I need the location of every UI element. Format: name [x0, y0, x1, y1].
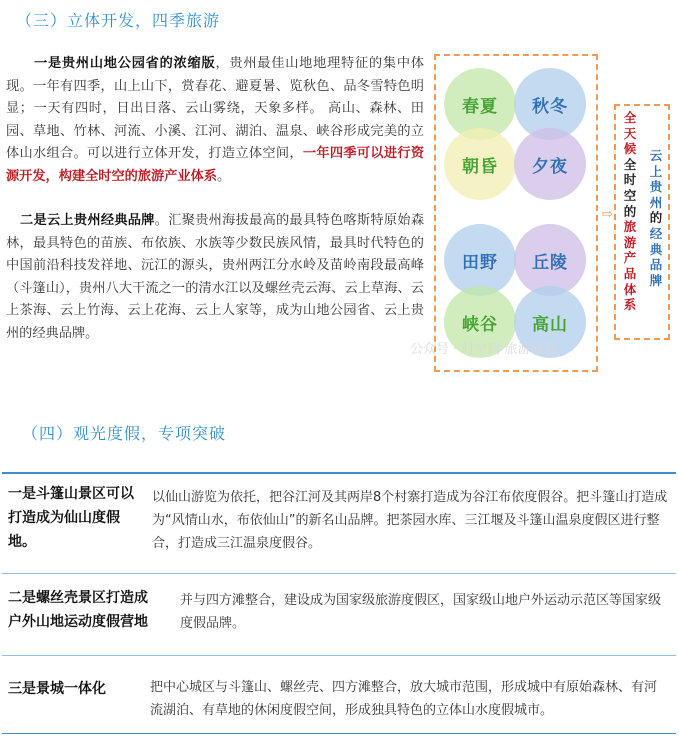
- watermark: 公众号 · 时空间 旅游研究: [410, 342, 557, 357]
- paragraph-1-text: ，贵州最佳山地地理特征的集中体现。一年有四季，山上山下，赏春花、避夏暑、览秋色、品冬雪特色明显；一天有四时，日出日落、云山雾绕，天象多样。 高山、森林、田园、草地、竹林、河流、小溪、江河、湖泊、温泉、峡谷形成完美的立体山水组合。可以进行立体开发，打造立体空间，: [6, 56, 425, 161]
- label-cloud-guizhou: 云上贵州: [649, 148, 663, 210]
- time-space-diagram: [434, 54, 598, 372]
- circle-fields: 田野: [444, 224, 516, 296]
- arrow-right-icon: ⇨: [602, 207, 613, 222]
- paragraph-2-text: 。汇聚贵州海拔最高的最具特色喀斯特原始森林，最具特色的苗族、布依族、水族等少数民族风情，最具时代特色的中国前沿科技发祥地、沅江的源头，贵州两江分水岭及苗岭南段最高峰（斗篷山），贵州八大干流之一的清水江以及螺丝壳云海、云上草海、云上茶海、云上竹海、云上花海、云上人家等，成为山地公园省、云上贵州的经典品牌。: [6, 213, 425, 341]
- label-of-right: 的: [649, 210, 663, 226]
- summary-left-column: [622, 110, 638, 313]
- table-bottom-rule: [2, 733, 676, 734]
- paragraph-2: [6, 210, 424, 345]
- table-row-1-head: 一是斗篷山景区可以打造成为仙山度假地。: [8, 486, 134, 550]
- label-all-time-space: 全时空: [623, 156, 637, 203]
- paragraph-1-lead: 一是贵州山地公园省的浓缩版: [34, 56, 216, 71]
- label-all-weather: 全天候: [623, 110, 637, 157]
- circle-dusk-night: 夕夜: [514, 128, 586, 200]
- paragraph-2-lead: 二是云上贵州经典品牌: [20, 213, 155, 228]
- table-divider-2: [2, 655, 676, 656]
- paragraph-1-highlight: 一年四季可以进行资源开发，构建全时空的旅游产业体系: [6, 146, 425, 184]
- table-row-1-body: 以仙山游览为依托，把谷江河及其两岸8个村寨打造成为谷江布依度假谷。把斗篷山打造成为“风情山水，布依仙山”的新名山品牌。把茶园水库、三江堰及斗篷山温泉度假区进行整合，打造成三江温泉度假谷。: [152, 490, 668, 551]
- paragraph-1: [6, 53, 424, 188]
- section3-title: （三）立体开发，四季旅游: [16, 11, 221, 30]
- circle-autumn-winter: 秋冬: [514, 68, 586, 140]
- circle-hills: 丘陵: [514, 224, 586, 296]
- summary-right-column: [648, 148, 664, 288]
- table-row-2-head: 二是螺丝壳景区打造成户外山地运动度假营地: [8, 590, 148, 630]
- section4-title: （四）观光度假，专项突破: [22, 424, 227, 443]
- summary-box: [614, 104, 670, 340]
- table-row-3-head: 三是景城一体化: [8, 681, 106, 697]
- paragraph-1-end: 。: [217, 168, 231, 184]
- table-row-3-body: 把中心城区与斗篷山、螺丝壳、四方滩整合，放大城市范围，形成城中有原始森林、有河流湖泊、有草地的休闲度假空间，形成独具特色的立体山水度假城市。: [150, 680, 658, 718]
- label-of-left: 的: [623, 203, 637, 219]
- circle-morning-evening: 朝昏: [444, 128, 516, 200]
- label-tourism-product-system: 旅游产品体系: [623, 219, 637, 313]
- table-divider-1: [2, 573, 676, 574]
- circle-canyon: 峡谷: [444, 286, 516, 358]
- table-top-rule: [2, 472, 676, 474]
- circle-spring-summer: 春夏: [444, 68, 516, 140]
- table-row-2-body: 并与四方滩整合，建设成为国家级旅游度假区，国家级山地户外运动示范区等国家级度假品牌。: [180, 593, 662, 631]
- circle-mountain: 高山: [514, 286, 586, 358]
- label-classic-brand: 经典品牌: [649, 225, 663, 288]
